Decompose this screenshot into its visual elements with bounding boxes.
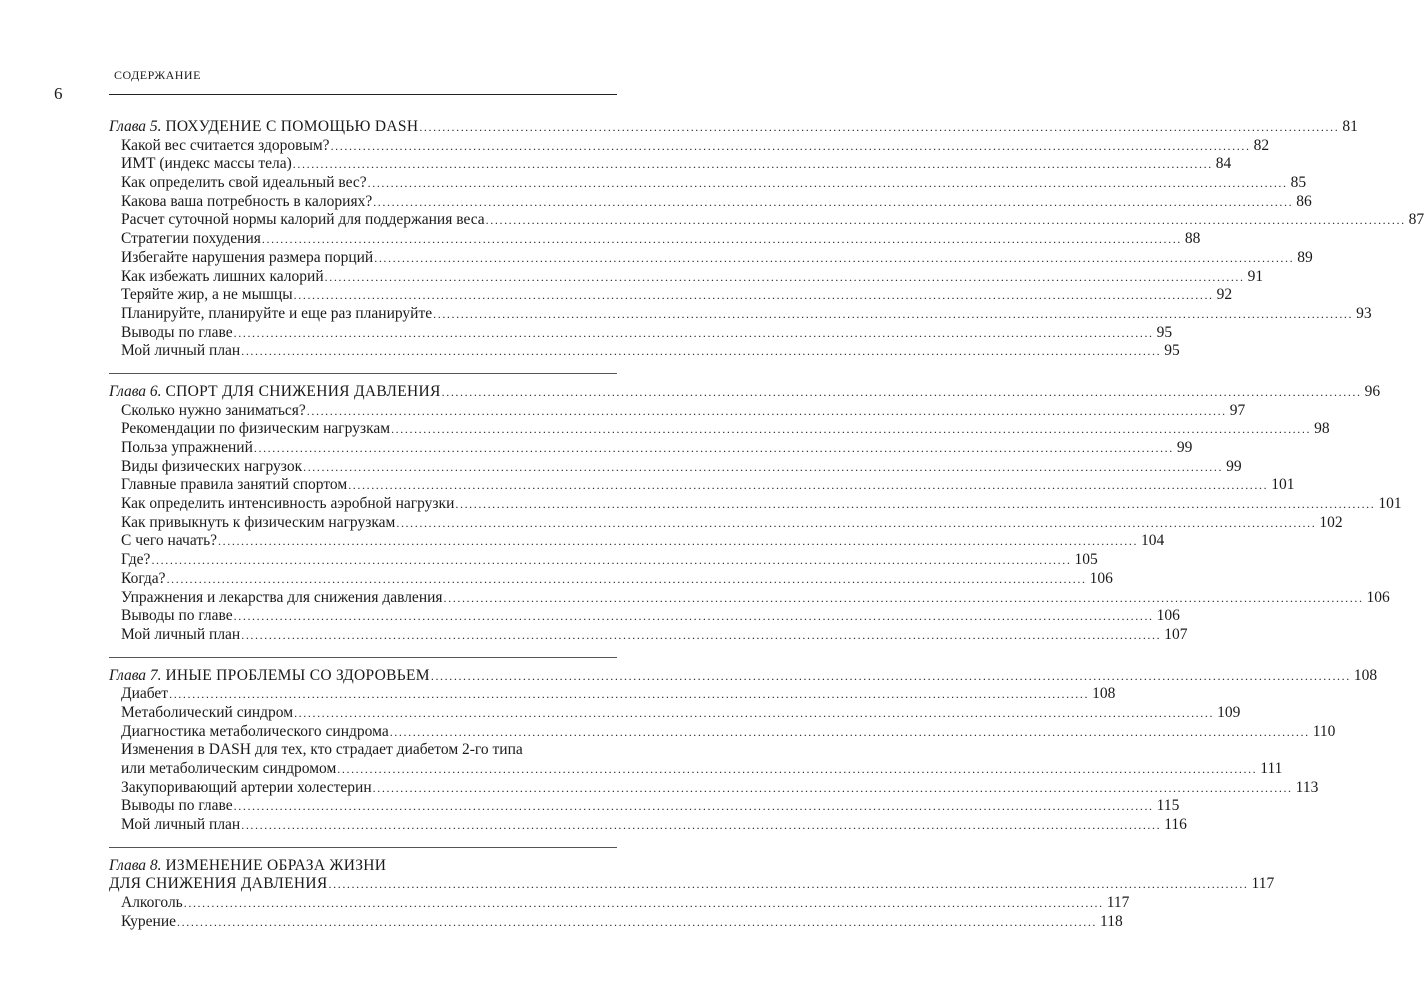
toc-entry [109, 797, 1180, 816]
table-of-contents [109, 118, 1424, 944]
chapter-label: Глава 8. [109, 856, 162, 874]
toc-entry [109, 532, 1165, 551]
toc-entry [109, 323, 1173, 343]
chapter-heading [109, 118, 418, 136]
toc-entry-page: 106 [1089, 569, 1113, 587]
dot-leader: ........................................................................................................................................................................................................ [292, 157, 1213, 172]
toc-entry-page: 93 [1356, 304, 1372, 322]
dot-leader: ........................................................................................................................................................................................................ [183, 896, 1104, 911]
toc-entry-title: Как избежать лишних калорий [121, 267, 324, 285]
dot-leader: ........................................................................................................................................................................................................ [177, 914, 1098, 929]
dot-leader: ........................................................................................................................................................................................................ [303, 459, 1224, 474]
toc-entry-title: или метаболическим синдромом [121, 760, 337, 777]
dot-leader: ........................................................................................................................................................................................................ [241, 344, 1162, 359]
chapter-page-number: 117 [1251, 875, 1275, 893]
chapter-title: СПОРТ ДЛЯ СНИЖЕНИЯ ДАВЛЕНИЯ [165, 382, 441, 400]
toc-entry [109, 248, 1313, 268]
toc-entry-title: Изменения в DASH для тех, кто страдает диабетом 2-го типа [121, 741, 523, 759]
toc-entry [109, 136, 1270, 156]
dot-leader: ........................................................................................................................................................................................................ [330, 138, 1251, 153]
dot-leader: ........................................................................................................................................................................................................ [374, 250, 1295, 265]
toc-entry [109, 816, 1187, 835]
dot-leader: ........................................................................................................................................................................................................ [337, 762, 1258, 776]
toc-entry [109, 457, 1242, 477]
toc-entry-page: 117 [1106, 894, 1130, 912]
toc-entry [109, 625, 1188, 645]
toc-entry-page: 99 [1176, 439, 1193, 456]
toc-entry-title: Мой личный план [121, 625, 241, 643]
dot-leader: ........................................................................................................................................................................................................ [441, 384, 1362, 399]
toc-entry-page: 109 [1217, 703, 1241, 721]
dot-leader: ........................................................................................................................................................................................................ [253, 441, 1174, 455]
chapter-heading [109, 667, 430, 685]
toc-entry-page: 116 [1164, 816, 1187, 834]
dot-leader: ........................................................................................................................................................................................................ [419, 120, 1340, 134]
toc-entry-title: Выводы по главе [121, 797, 233, 815]
dot-leader: ........................................................................................................................................................................................................ [389, 724, 1310, 739]
dot-leader: ........................................................................................................................................................................................................ [348, 478, 1269, 493]
dot-leader: ........................................................................................................................................................................................................ [169, 687, 1090, 702]
toc-entry-title: Закупоривающий артерии холестерин [121, 778, 372, 796]
toc-entry-title: Рекомендации по физическим нагрузкам [121, 420, 391, 438]
toc-entry-title: Виды физических нагрузок [121, 457, 303, 475]
dot-leader: ........................................................................................................................................................................................................ [293, 288, 1214, 303]
toc-entry-title: Планируйте, планируйте и еще раз планируйте [121, 304, 433, 322]
toc-entry-title: Какой вес считается здоровым? [121, 136, 330, 154]
toc-entry-page: 106 [1156, 607, 1180, 625]
toc-entry-page: 87 [1408, 211, 1424, 229]
toc-entry-page: 104 [1141, 532, 1165, 550]
chapter-label: Глава 6. [109, 382, 162, 400]
dot-leader: ........................................................................................................................................................................................................ [241, 818, 1162, 833]
toc-entry-page: 89 [1297, 248, 1313, 266]
dot-leader: ........................................................................................................................................................................................................ [306, 403, 1227, 418]
dot-leader: ........................................................................................................................................................................................................ [218, 534, 1139, 549]
toc-entry-title: Выводы по главе [121, 323, 233, 341]
dot-leader: ........................................................................................................................................................................................................ [455, 497, 1376, 512]
chapter-heading-line [109, 118, 1358, 137]
dot-leader: ........................................................................................................................................................................................................ [151, 553, 1072, 568]
toc-entry [109, 722, 1336, 742]
toc-entry-title: Диагностика метаболического синдрома [121, 722, 389, 740]
toc-entry [109, 703, 1241, 723]
chapter-heading-line [109, 382, 1381, 402]
toc-entry [109, 342, 1180, 361]
toc-entry-title: Мой личный план [121, 342, 241, 360]
chapter-page-number: 96 [1364, 382, 1381, 400]
chapter-label: Глава 5. [109, 118, 162, 135]
chapter-page-number: 108 [1353, 666, 1378, 684]
toc-entry [109, 778, 1319, 798]
toc-entry [109, 267, 1264, 287]
toc-entry-page: 101 [1271, 476, 1295, 494]
dot-leader: ........................................................................................................................................................................................................ [373, 194, 1294, 209]
toc-entry-title: Упражнения и лекарства для снижения давления [121, 588, 443, 606]
dot-leader: ........................................................................................................................................................................................................ [241, 627, 1162, 642]
header-rule [109, 94, 617, 95]
toc-entry-title: Польза упражнений [121, 439, 253, 456]
toc-entry [109, 286, 1233, 305]
dot-leader: ........................................................................................................................................................................................................ [367, 176, 1288, 191]
toc-entry-page: 106 [1366, 588, 1390, 606]
chapter-page-number: 81 [1342, 118, 1358, 135]
dot-leader: ........................................................................................................................................................................................................ [396, 515, 1317, 530]
toc-entry [109, 439, 1193, 458]
toc-entry-title: Сколько нужно заниматься? [121, 401, 306, 419]
toc-entry [109, 192, 1312, 212]
toc-entry-title: Где? [121, 551, 151, 569]
toc-entry-line [109, 741, 617, 760]
toc-entry-page: 95 [1156, 323, 1173, 341]
chapter-title: ПОХУДЕНИЕ С ПОМОЩЬЮ DASH [165, 118, 419, 135]
page-number: 6 [54, 84, 63, 103]
dot-leader: ........................................................................................................................................................................................................ [166, 571, 1087, 586]
toc-entry-title: Алкоголь [121, 894, 183, 912]
toc-entry-page: 113 [1295, 778, 1319, 796]
dot-leader: ........................................................................................................................................................................................................ [433, 306, 1354, 321]
toc-entry-title: Как привыкнуть к физическим нагрузкам [121, 513, 396, 531]
toc-entry-title: Когда? [121, 569, 166, 587]
toc-entry [109, 304, 1372, 324]
chapter-heading-line [109, 666, 1378, 686]
toc-entry-page: 92 [1216, 286, 1233, 304]
chapter-title: ИЗМЕНЕНИЕ ОБРАЗА ЖИЗНИ [165, 856, 387, 874]
chapter-heading-line [109, 857, 617, 876]
chapter-heading-line [109, 875, 1275, 894]
toc-entry-title: Мой личный план [121, 816, 241, 834]
toc-entry-title: Как определить свой идеальный вес? [121, 174, 367, 192]
toc-entry-page: 95 [1164, 342, 1180, 360]
toc-entry-title: Как определить интенсивность аэробной нагрузки [121, 495, 455, 513]
dot-leader: ........................................................................................................................................................................................................ [443, 590, 1364, 605]
chapter-title: ИНЫЕ ПРОБЛЕМЫ СО ЗДОРОВЬЕМ [165, 666, 430, 684]
toc-entry [109, 551, 1098, 570]
toc-entry-title: Стратегии похудения [121, 230, 261, 248]
toc-entry [109, 588, 1390, 608]
toc-entry-page: 108 [1092, 685, 1116, 703]
toc-entry [109, 607, 1180, 626]
dot-leader: ........................................................................................................................................................................................................ [233, 325, 1154, 340]
toc-entry-page: 88 [1184, 230, 1201, 248]
toc-entry-page: 98 [1314, 420, 1330, 438]
dot-leader: ........................................................................................................................................................................................................ [233, 609, 1154, 624]
toc-entry-title: ИМТ (индекс массы тела) [121, 155, 292, 173]
toc-entry [109, 155, 1232, 174]
dot-leader: ........................................................................................................................................................................................................ [430, 668, 1351, 683]
chapter-block [109, 118, 1424, 374]
toc-entry-title: Избегайте нарушения размера порций [121, 248, 374, 266]
toc-entry [109, 401, 1246, 421]
toc-entry-page: 97 [1229, 401, 1246, 419]
toc-entry-page: 118 [1100, 912, 1123, 930]
toc-entry-page: 102 [1319, 513, 1343, 531]
dot-leader: ........................................................................................................................................................................................................ [233, 799, 1154, 814]
toc-entry-page: 111 [1260, 760, 1283, 777]
toc-entry [109, 230, 1201, 249]
toc-entry [109, 569, 1113, 589]
toc-entry-title: Расчет суточной нормы калорий для поддержания веса [121, 211, 485, 229]
dot-leader: ........................................................................................................................................................................................................ [391, 422, 1312, 437]
toc-entry-title: Выводы по главе [121, 607, 233, 625]
toc-entry-page: 101 [1378, 495, 1402, 513]
dot-leader: ........................................................................................................................................................................................................ [294, 705, 1215, 720]
chapter-block [109, 382, 1402, 658]
dot-leader: ........................................................................................................................................................................................................ [372, 780, 1293, 795]
chapter-block [109, 856, 1275, 944]
chapter-heading [109, 383, 441, 401]
toc-entry-title: Курение [121, 912, 177, 930]
toc-entry-page: 91 [1247, 267, 1264, 285]
dot-leader: ........................................................................................................................................................................................................ [261, 232, 1182, 247]
chapter-label: Глава 7. [109, 666, 162, 684]
toc-entry [109, 513, 1343, 533]
toc-entry-title: Какова ваша потребность в калориях? [121, 192, 373, 210]
toc-entry-page: 85 [1290, 174, 1307, 192]
toc-entry [109, 894, 1130, 913]
toc-entry-page: 86 [1296, 192, 1312, 210]
toc-entry-page: 110 [1312, 722, 1336, 740]
toc-entry-title: Главные правила занятий спортом [121, 476, 348, 494]
toc-entry-page: 115 [1156, 797, 1180, 815]
toc-entry [109, 174, 1307, 193]
toc-entry [109, 760, 1283, 779]
toc-entry-page: 84 [1215, 155, 1232, 173]
toc-entry-page: 105 [1074, 551, 1098, 569]
toc-entry [109, 495, 1402, 514]
toc-entry-title: Теряйте жир, а не мышцы [121, 286, 293, 304]
toc-entry-page: 82 [1253, 136, 1270, 154]
chapter-title: ДЛЯ СНИЖЕНИЯ ДАВЛЕНИЯ [109, 875, 328, 893]
chapter-block [109, 666, 1378, 848]
toc-entry-title: С чего начать? [121, 532, 218, 550]
running-head: СОДЕРЖАНИЕ [114, 68, 201, 82]
toc-entry [109, 476, 1295, 495]
toc-entry [109, 912, 1123, 932]
toc-entry-title: Диабет [121, 685, 169, 703]
dot-leader: ........................................................................................................................................................................................................ [485, 213, 1406, 228]
dot-leader: ........................................................................................................................................................................................................ [324, 269, 1245, 284]
toc-entry-page: 107 [1164, 625, 1188, 643]
toc-entry [109, 685, 1116, 704]
toc-entry [109, 211, 1424, 230]
dot-leader: ........................................................................................................................................................................................................ [328, 877, 1249, 892]
toc-entry-title: Метаболический синдром [121, 703, 294, 721]
toc-entry [109, 420, 1330, 439]
toc-entry-page: 99 [1226, 457, 1242, 475]
